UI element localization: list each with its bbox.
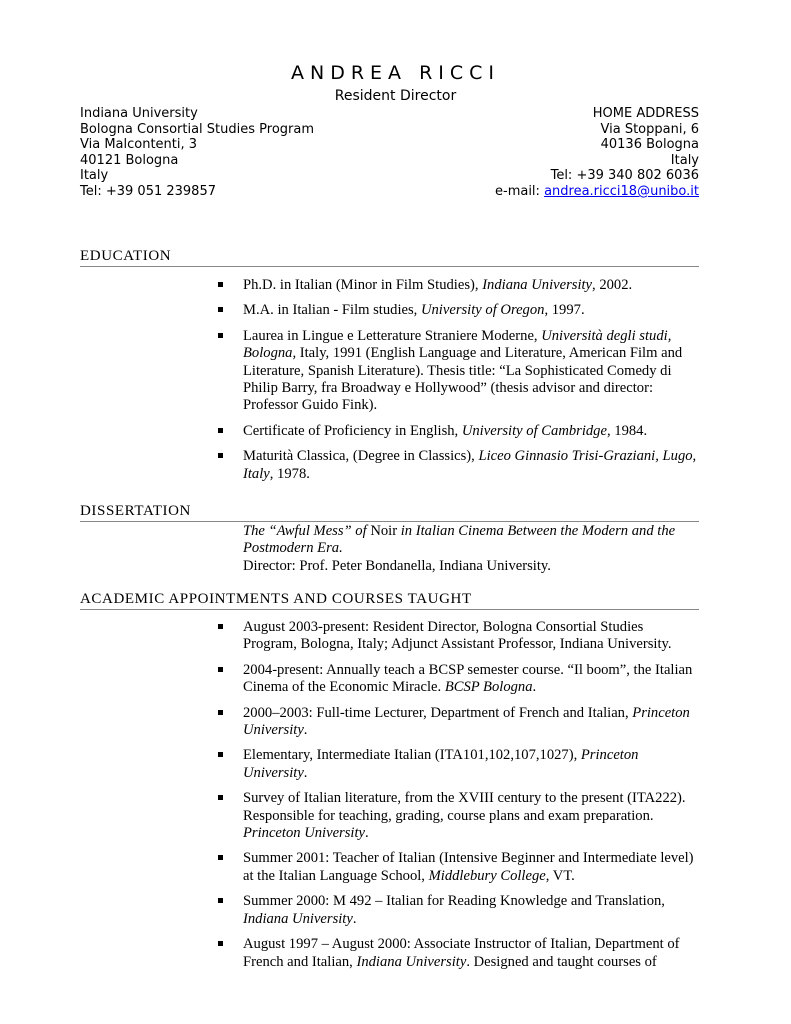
bullet-icon [218,333,223,338]
work-address [80,106,314,200]
item-text: , 1997. [544,302,585,319]
item-text: Certificate of Proficiency in English, [243,422,462,439]
item-institution: University of Cambridge [461,422,607,439]
item-institution: Princeton University [243,747,639,781]
item-institution: Liceo Ginnasio Trisi-Graziani, Lugo, Italy [243,448,697,482]
email-row [495,184,699,200]
item-text: , VT. [545,867,575,884]
work-phone: Tel: +39 051 239857 [80,183,216,199]
work-address-line: Via Malcontenti, 3 [80,137,198,153]
appointment-item [216,619,700,654]
item-institution: Indiana University [243,910,353,927]
education-item [216,448,700,483]
job-title: Resident Director [334,88,457,104]
home-address-line: Via Stoppani, 6 [600,121,699,137]
item-text: Survey of Italian literature, from the XVIII century to the present (ITA222). Responsible for teaching, grading, course plans and exam preparation. [243,790,686,824]
email-link[interactable]: andrea.ricci18@unibo.it [544,183,699,199]
item-text: Ph.D. in Italian (Minor in Film Studies), [243,277,483,293]
education-item [216,423,700,440]
item-institution: Princeton University [243,825,365,842]
dissertation-title-part: The “Awful Mess” of [243,523,371,539]
bullet-icon [218,667,223,672]
home-address-line: 40136 Bologna [600,137,699,153]
bullet-icon [218,282,223,287]
bullet-icon [218,795,223,800]
item-institution: Università degli studi, Bologna, [243,327,672,362]
education-heading: EDUCATION [80,248,699,267]
home-address [495,106,699,200]
item-institution: Indiana University [482,277,593,293]
item-text: Italy, 1991 (English Language and Literature, American Film and Literature, Spanish Literature). Thesis title: “La Sophisticated Comedy di Philip Barry, fra Broadway e Hollywood” (thesis advisor and director: Professor Guido Fink). [243,345,683,414]
item-text: , 2002. [592,277,633,293]
home-phone: Tel: +39 340 802 6036 [550,168,699,184]
appointment-item [216,747,700,782]
education-list [216,277,700,491]
item-text: . [532,679,537,696]
work-address-line: 40121 Bologna [80,152,179,168]
item-institution: BCSP Bologna [444,679,533,696]
appointment-item [216,893,700,928]
bullet-icon [218,428,223,433]
bullet-icon [218,855,223,860]
item-text: 2004-present: Annually teach a BCSP semester course. “Il boom”, the Italian Cinema of the Economic Miracle. [243,661,693,696]
dissertation-director: Director: Prof. Peter Bondanella, Indiana University. [243,557,551,574]
candidate-name: ANDREA RICCI [290,62,501,84]
appointment-item [216,662,700,697]
dissertation-title-part: in Italian Cinema Between the Modern and the Postmodern Era. [243,523,676,557]
bullet-icon [218,752,223,757]
item-text: Summer 2000: M 492 – Italian for Reading Knowledge and Translation, [243,893,665,910]
item-text: , 1984. [606,422,648,439]
education-item [216,302,700,319]
work-address-line: Italy [80,168,109,184]
bullet-icon [218,453,223,458]
item-institution: Middlebury College [428,867,546,884]
dissertation-heading: DISSERTATION [80,503,699,522]
item-text: Elementary, Intermediate Italian (ITA101,102,107,1027), [243,747,581,764]
item-text: . [365,825,369,842]
work-address-line: Indiana University [80,106,198,121]
dissertation-body [243,523,703,575]
bullet-icon [218,624,223,629]
education-item [216,328,700,415]
bullet-icon [218,941,223,946]
appointment-item [216,936,700,971]
bullet-icon [218,710,223,715]
item-institution: Indiana University [356,953,467,970]
bullet-icon [218,307,223,312]
appointments-list [216,619,700,979]
item-text: Laurea in Lingue e Letterature Straniere Moderne, [243,327,542,344]
item-text: . [303,722,308,739]
item-text: Summer 2001: Teacher of Italian (Intensive Beginner and Intermediate level) at the Italian Language School, [243,850,694,884]
item-text: Maturità Classica, (Degree in Classics), [243,448,479,465]
home-address-line: Italy [670,152,699,168]
item-text: 2000–2003: Full-time Lecturer, Department of French and Italian, [243,704,633,721]
dissertation-title-part: Noir [370,523,398,539]
email-label: e-mail: [495,183,545,199]
appointment-item [216,705,700,740]
item-text: M.A. in Italian - Film studies, [243,302,421,319]
item-text: . [303,764,308,781]
item-text: . [352,910,357,927]
dissertation-title [243,523,703,558]
item-text: , 1978. [269,465,310,482]
item-institution: Princeton University [243,704,690,739]
item-text: August 1997 – August 2000: Associate Instructor of Italian, Department of French and Italian, [243,936,680,970]
item-text: . Designed and taught courses of [466,953,657,970]
education-item [216,277,700,294]
work-address-line: Bologna Consortial Studies Program [80,121,314,137]
home-address-heading: HOME ADDRESS [592,106,699,121]
appointments-heading: ACADEMIC APPOINTMENTS AND COURSES TAUGHT [80,591,699,610]
item-text: August 2003-present: Resident Director, Bologna Consortial Studies Program, Bologna, Italy; Adjunct Assistant Professor, Indiana University. [243,619,672,653]
item-institution: University of Oregon [420,302,545,319]
appointment-item [216,790,700,842]
bullet-icon [218,898,223,903]
appointment-item [216,850,700,885]
